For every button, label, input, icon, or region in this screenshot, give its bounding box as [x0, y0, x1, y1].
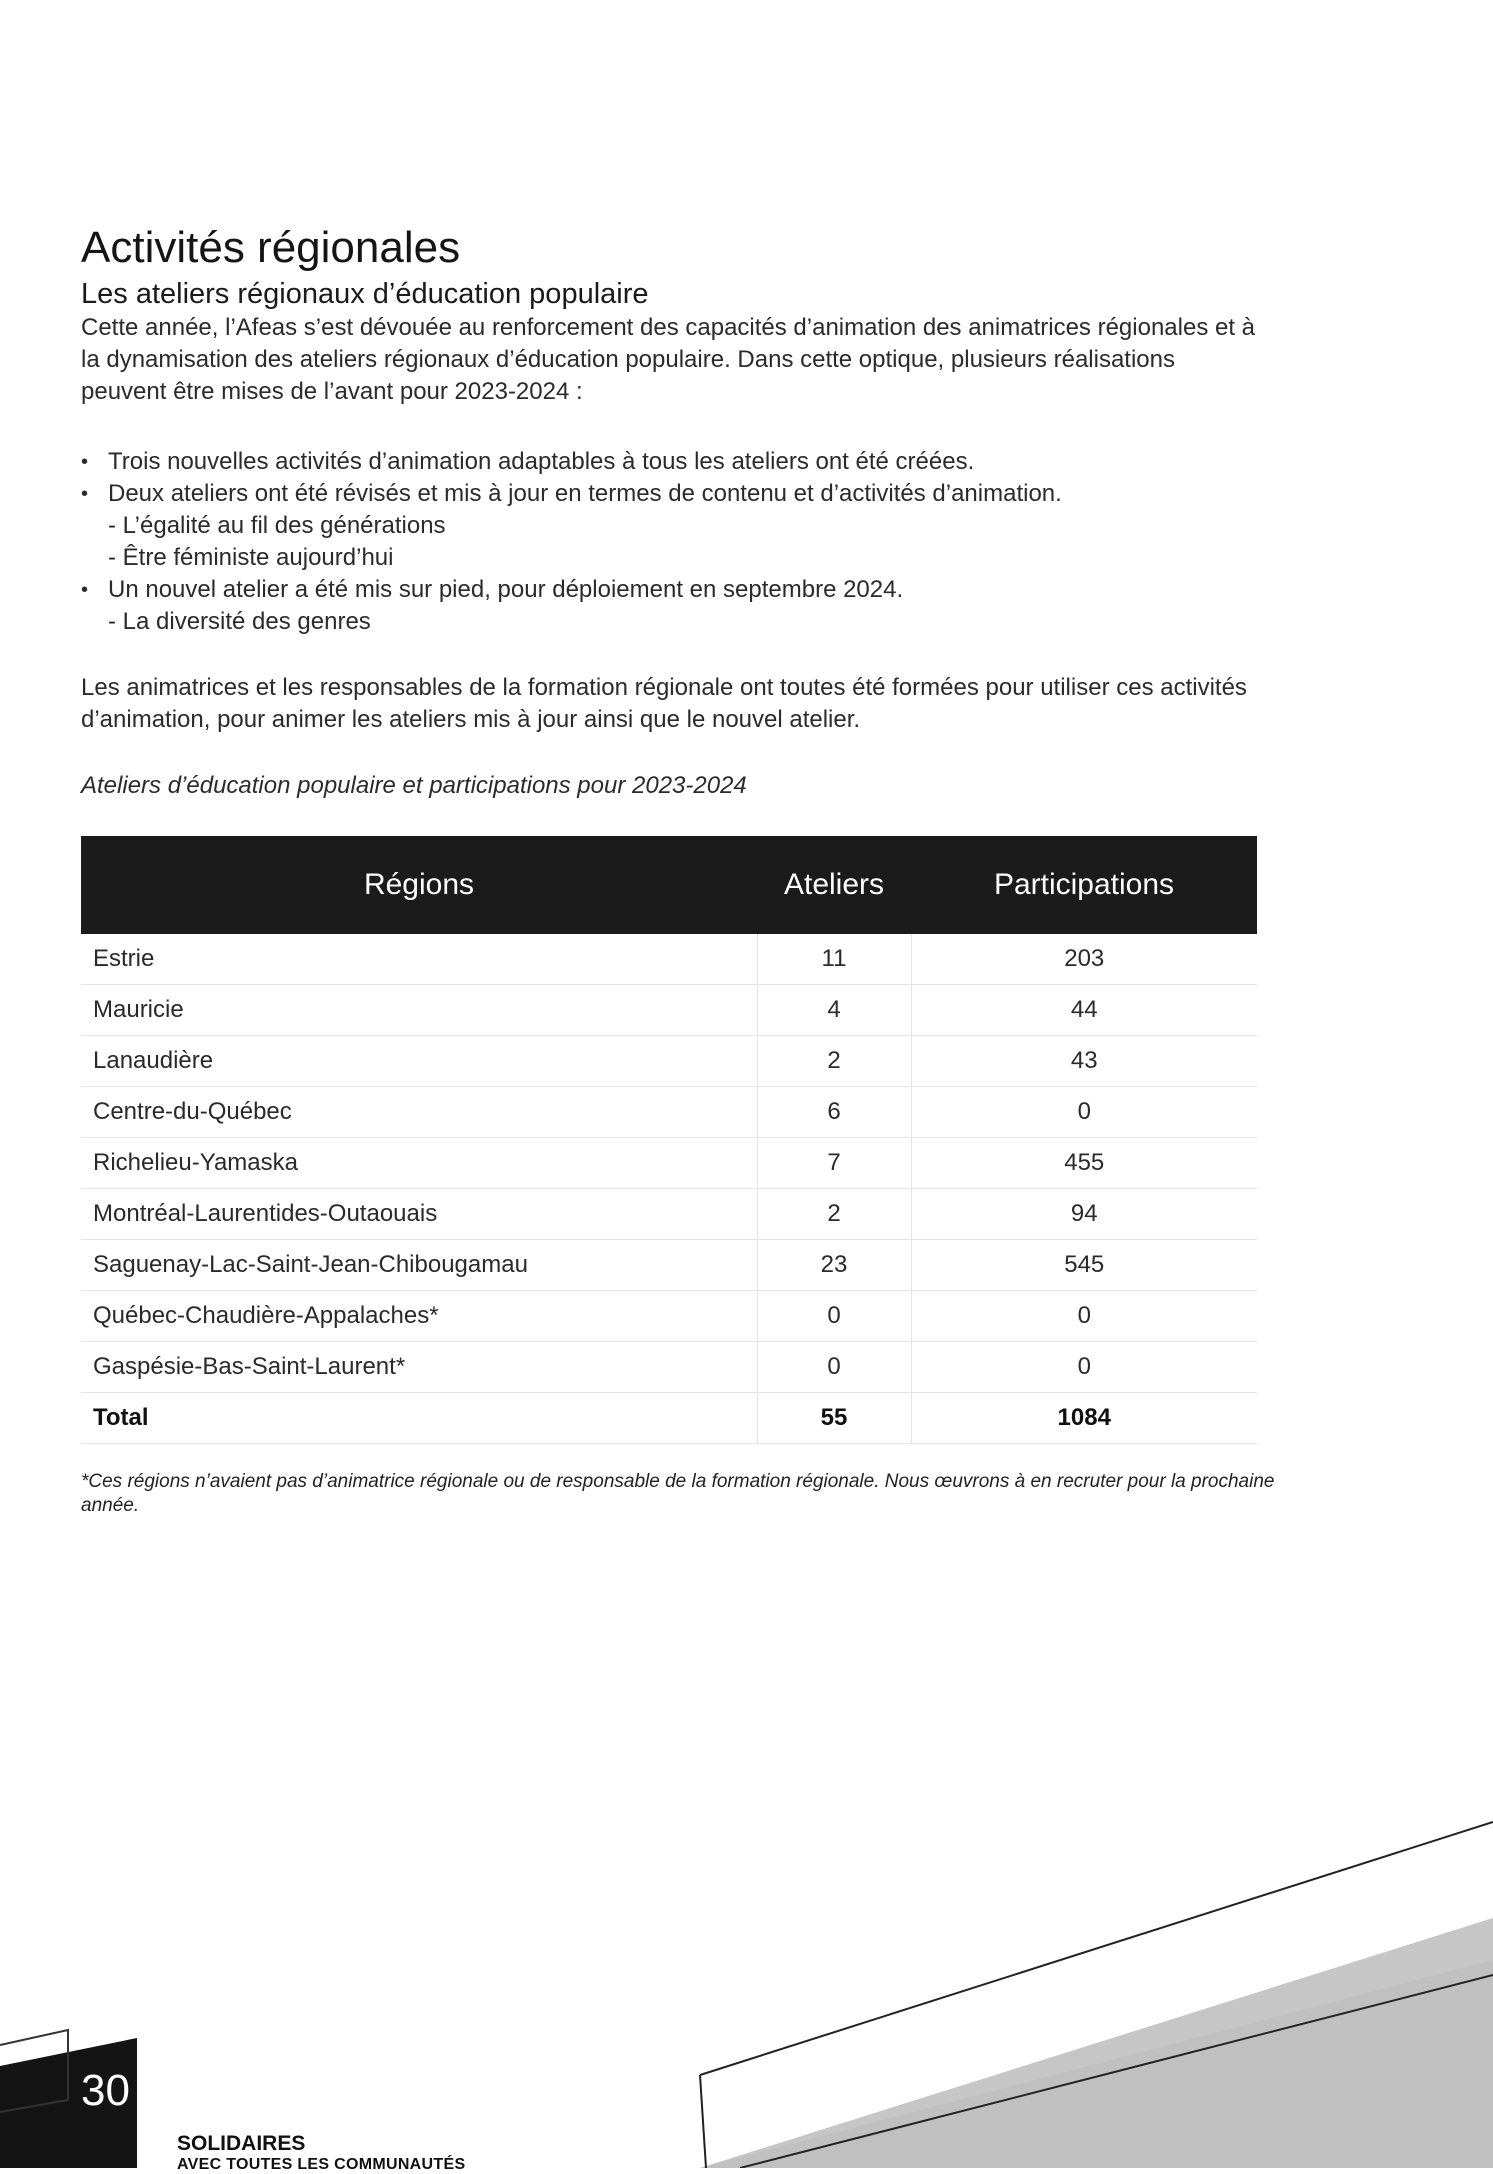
table-caption: Ateliers d’éducation populaire et participations pour 2023-2024	[81, 772, 747, 799]
table-total-row	[81, 1393, 1257, 1444]
participations-count: 0	[911, 1291, 1257, 1342]
footer-subtitle: AVEC TOUTES LES COMMUNAUTÉS	[177, 2156, 466, 2173]
ateliers-count: 11	[757, 934, 911, 985]
participations-count: 455	[911, 1138, 1257, 1189]
total-participations: 1084	[911, 1393, 1257, 1444]
table-row	[81, 1036, 1257, 1087]
list-item: • Deux ateliers ont été révisés et mis à jour en termes de contenu et d’activités d’animation.	[81, 478, 1261, 510]
diagonal-line-left	[700, 2075, 706, 2168]
table-row	[81, 1189, 1257, 1240]
page-number: 30	[81, 2066, 130, 2115]
table-header-row	[81, 836, 1257, 934]
sub-list-item: - L’égalité au fil des générations	[108, 512, 446, 539]
ateliers-count: 2	[757, 1036, 911, 1087]
region-name: Gaspésie-Bas-Saint-Laurent*	[81, 1342, 757, 1393]
ateliers-count: 23	[757, 1240, 911, 1291]
region-name: Mauricie	[81, 985, 757, 1036]
achievements-list	[81, 446, 1261, 638]
participations-count: 0	[911, 1087, 1257, 1138]
list-item: • Trois nouvelles activités d’animation adaptables à tous les ateliers ont été créées.	[81, 446, 1261, 478]
table-row	[81, 1291, 1257, 1342]
ateliers-count: 6	[757, 1087, 911, 1138]
participations-count: 43	[911, 1036, 1257, 1087]
region-name: Richelieu-Yamaska	[81, 1138, 757, 1189]
participations-count: 0	[911, 1342, 1257, 1393]
sub-list-item: - La diversité des genres	[108, 608, 371, 635]
ateliers-count: 4	[757, 985, 911, 1036]
participations-count: 94	[911, 1189, 1257, 1240]
region-name: Montréal-Laurentides-Outaouais	[81, 1189, 757, 1240]
region-name: Centre-du-Québec	[81, 1087, 757, 1138]
header-participations: Participations	[911, 836, 1257, 934]
region-name: Québec-Chaudière-Appalaches*	[81, 1291, 757, 1342]
list-item: • Un nouvel atelier a été mis sur pied, pour déploiement en septembre 2024.	[81, 574, 1261, 606]
header-ateliers: Ateliers	[757, 836, 911, 934]
ateliers-count: 2	[757, 1189, 911, 1240]
table-row	[81, 1087, 1257, 1138]
region-name: Lanaudière	[81, 1036, 757, 1087]
header-regions: Régions	[81, 836, 757, 934]
table-row	[81, 1240, 1257, 1291]
participations-count: 203	[911, 934, 1257, 985]
participations-count: 545	[911, 1240, 1257, 1291]
table-row	[81, 1138, 1257, 1189]
region-name: Estrie	[81, 934, 757, 985]
table-row	[81, 934, 1257, 985]
main-content	[81, 222, 1275, 1518]
total-label: Total	[81, 1393, 757, 1444]
total-ateliers: 55	[757, 1393, 911, 1444]
footer-title: SOLIDAIRES	[177, 2132, 306, 2155]
table-row	[81, 1342, 1257, 1393]
ateliers-count: 0	[757, 1342, 911, 1393]
table-footnote: *Ces régions n’avaient pas d’animatrice régionale ou de responsable de la formation régionale. Nous œuvrons à en recruter pour la prochaine année.	[81, 1471, 1275, 1516]
intro-paragraph: Cette année, l’Afeas s’est dévouée au renforcement des capacités d’animation des animatrices régionales et à la dynamisation des ateliers régionaux d’éducation populaire. Dans cette optique, plusieurs réalisations peuvent être mises de l’avant pour 2023-2024 :	[81, 314, 1256, 405]
ateliers-count: 0	[757, 1291, 911, 1342]
participations-count: 44	[911, 985, 1257, 1036]
ateliers-count: 7	[757, 1138, 911, 1189]
page-title: Activités régionales	[81, 223, 461, 272]
section-subtitle: Les ateliers régionaux d’éducation populaire	[81, 278, 649, 310]
training-paragraph: Les animatrices et les responsables de la formation régionale ont toutes été formées pour utiliser ces activités d’animation, pour animer les ateliers mis à jour ainsi que le nouvel atelier.	[81, 674, 1247, 733]
table-row	[81, 985, 1257, 1036]
workshops-table	[81, 836, 1257, 1444]
sub-list-item: - Être féministe aujourd’hui	[108, 544, 394, 571]
region-name: Saguenay-Lac-Saint-Jean-Chibougamau	[81, 1240, 757, 1291]
